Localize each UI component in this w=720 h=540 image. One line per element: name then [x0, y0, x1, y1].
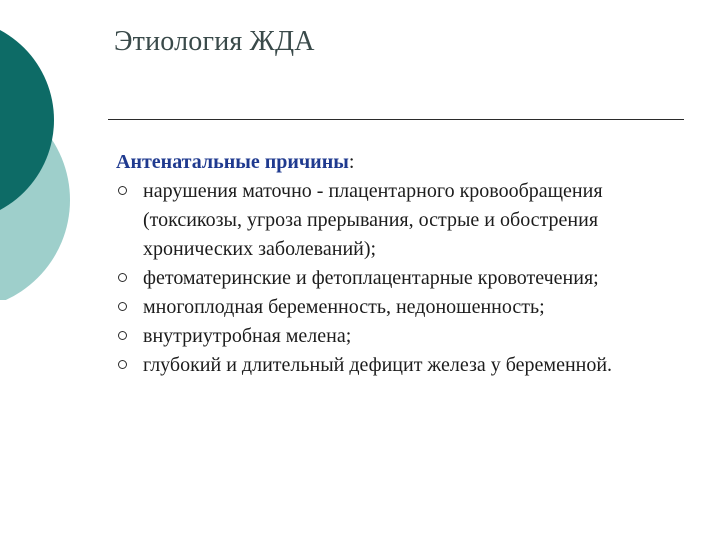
- list-item-text: нарушения маточно - плацентарного кровообращения (токсикозы, угроза прерывания, острые и обострения хронических заболеваний);: [143, 180, 603, 260]
- title-divider: [108, 119, 684, 120]
- circle-bullet-icon: [118, 360, 127, 369]
- section-heading: [116, 148, 686, 177]
- circle-bullet-icon: [118, 273, 127, 282]
- list-item: [116, 264, 686, 293]
- list-item-text: фетоматеринские и фетоплацентарные кровотечения;: [143, 267, 599, 289]
- slide-title: Этиология ЖДА: [114, 26, 315, 57]
- list-item-text: внутриутробная мелена;: [143, 325, 352, 347]
- list-item: [116, 351, 686, 380]
- section-heading-label: Антенатальные причины: [116, 151, 349, 173]
- dark-teal-circle: [0, 18, 54, 222]
- circle-bullet-icon: [118, 331, 127, 340]
- list-item: [116, 322, 686, 351]
- light-teal-circle: [0, 90, 70, 300]
- circle-bullet-icon: [118, 186, 127, 195]
- list-item: [116, 177, 686, 264]
- causes-list: [116, 177, 686, 380]
- section-heading-colon: :: [348, 151, 355, 173]
- list-item-text: многоплодная беременность, недоношенность;: [143, 296, 545, 318]
- decorative-circles: [0, 0, 90, 300]
- slide-content: [116, 148, 686, 380]
- list-item: [116, 293, 686, 322]
- list-item-text: глубокий и длительный дефицит железа у беременной.: [143, 354, 613, 376]
- circle-bullet-icon: [118, 302, 127, 311]
